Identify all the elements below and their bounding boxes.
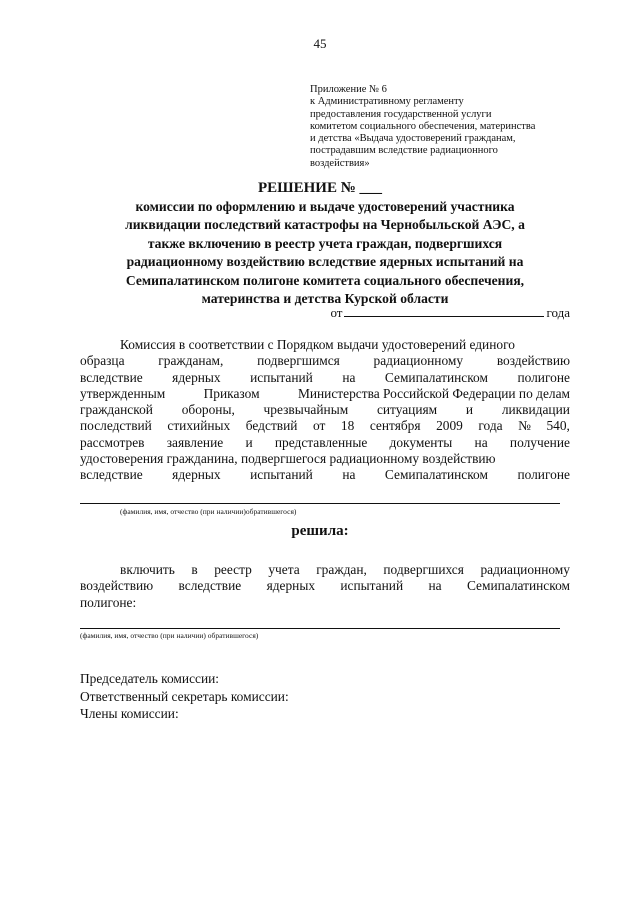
word: года: [478, 418, 503, 434]
word: Семипалатинском: [466, 578, 570, 594]
word: чрезвычайным: [263, 402, 349, 418]
appendix-line: пострадавшим вследствие радиационного: [310, 145, 498, 157]
appendix-line: к Административному регламенту: [310, 96, 464, 108]
signatures-block: [80, 670, 289, 723]
word: учета: [268, 562, 300, 577]
word: Семипалатинском: [384, 467, 488, 483]
page-number: 45: [313, 36, 327, 51]
appendix-line: воздействия»: [310, 157, 370, 169]
word: Министерства Российской Федерации по делам: [297, 385, 570, 401]
subtitle-line: материнства и детства Курской области: [201, 291, 449, 307]
word: вследствие: [178, 578, 242, 594]
word: радиационному: [480, 562, 570, 577]
word: испытаний: [340, 578, 404, 594]
paragraph-line: [80, 337, 570, 353]
word: испытаний: [250, 467, 313, 483]
word: подвергшихся: [383, 562, 464, 577]
paragraph-line: [80, 370, 570, 386]
name-caption-2: (фамилия, имя, отчество (при наличии) обратившегося): [80, 631, 259, 640]
secretary-label: Ответственный секретарь комиссии:: [80, 688, 289, 704]
paragraph-line: [80, 418, 570, 434]
name-blank-line-1: [80, 503, 560, 504]
word: последствий: [80, 418, 152, 434]
word: полигоне: [517, 369, 570, 385]
word: 2009: [436, 418, 463, 434]
word: вследствие: [80, 369, 143, 385]
date-blank-field: [344, 304, 544, 317]
name-caption-1: (фамилия, имя, отчество (при наличии)обратившегося): [120, 507, 297, 516]
word: рассмотрев: [80, 434, 145, 450]
word: сентября: [369, 418, 421, 434]
word: Комиссия в соответствии с Порядком выдачи удостоверений единого: [120, 337, 515, 352]
date-line: [330, 304, 570, 321]
word: включить: [120, 562, 175, 577]
word: подвергшимся: [257, 353, 340, 369]
word: от: [312, 418, 326, 434]
word: и: [245, 434, 253, 450]
chairman-label: Председатель комиссии:: [80, 671, 220, 686]
word: ядерных: [172, 369, 221, 385]
word: радиационному: [373, 353, 464, 369]
subtitle-line: ликвидации последствий катастрофы на Чернобыльской АЭС, а: [125, 217, 525, 233]
word: на: [474, 434, 488, 450]
word: заявление: [166, 434, 224, 450]
word: получение: [509, 434, 570, 450]
subtitle-line: комиссии по оформлению и выдаче удостоверений участника: [135, 199, 515, 214]
word: граждан,: [316, 562, 367, 577]
paragraph-decision: [80, 562, 570, 611]
decision-heading: решила:: [291, 523, 349, 539]
paragraph-line: [80, 562, 570, 578]
paragraph-line: [80, 467, 570, 483]
word: на: [342, 467, 356, 483]
document-subtitle: [80, 198, 570, 308]
word: представленные: [274, 434, 368, 450]
name-blank-line-2: [80, 628, 560, 629]
paragraph-line: [80, 402, 570, 418]
word: ситуациям: [376, 402, 438, 418]
word: ядерных: [172, 467, 221, 483]
word: вследствие: [80, 467, 143, 483]
paragraph-line: [80, 595, 570, 611]
subtitle-line: радиационному воздействию вследствие ядерных испытаний на: [126, 254, 524, 270]
paragraph-line: [80, 435, 570, 451]
paragraph-commission: [80, 337, 570, 484]
members-label: Члены комиссии:: [80, 706, 179, 721]
document-title: РЕШЕНИЕ № ___: [257, 180, 383, 196]
word: на: [428, 578, 442, 594]
word: реестр: [214, 562, 252, 577]
word: воздействию: [80, 578, 154, 594]
word: утвержденным: [80, 385, 166, 401]
word: образца: [80, 353, 125, 369]
word: стихийных: [167, 418, 231, 434]
word: ядерных: [266, 578, 316, 594]
word: полигоне: [517, 467, 570, 483]
subtitle-line: Семипалатинском полигоне комитета социального обеспечения,: [125, 272, 525, 288]
appendix-header: [310, 84, 600, 170]
paragraph-line: [80, 386, 570, 402]
paragraph-line: [80, 578, 570, 594]
word: Приказом: [203, 385, 260, 401]
word: на: [342, 369, 356, 385]
word: воздействию: [496, 353, 570, 369]
word: гражданам,: [158, 353, 224, 369]
word: 18: [340, 418, 355, 434]
date-prefix: от: [330, 305, 343, 320]
word: удостоверения гражданина, подвергшегося радиационному воздействию: [80, 451, 496, 467]
word: обороны,: [181, 402, 235, 418]
appendix-line: Приложение № 6: [310, 84, 387, 95]
word: и: [465, 402, 474, 418]
word: №: [518, 418, 531, 434]
word: ликвидации: [501, 402, 570, 418]
word: документы: [389, 434, 453, 450]
paragraph-line: [80, 451, 570, 467]
paragraph-line: [80, 353, 570, 369]
date-suffix: года: [546, 305, 570, 320]
appendix-line: и детства «Выдача удостоверений гражданам,: [310, 133, 516, 145]
word: бедствий: [245, 418, 298, 434]
word: полигоне:: [80, 594, 137, 610]
word: гражданской: [80, 402, 153, 418]
appendix-line: предоставления государственной услуги: [310, 108, 492, 120]
word: Семипалатинском: [384, 369, 488, 385]
word: в: [191, 562, 198, 577]
appendix-line: комитетом социального обеспечения, материнства: [310, 120, 536, 132]
word: 540,: [546, 418, 570, 434]
subtitle-line: также включению в реестр учета граждан, подвергшихся: [147, 235, 503, 251]
word: испытаний: [250, 369, 313, 385]
